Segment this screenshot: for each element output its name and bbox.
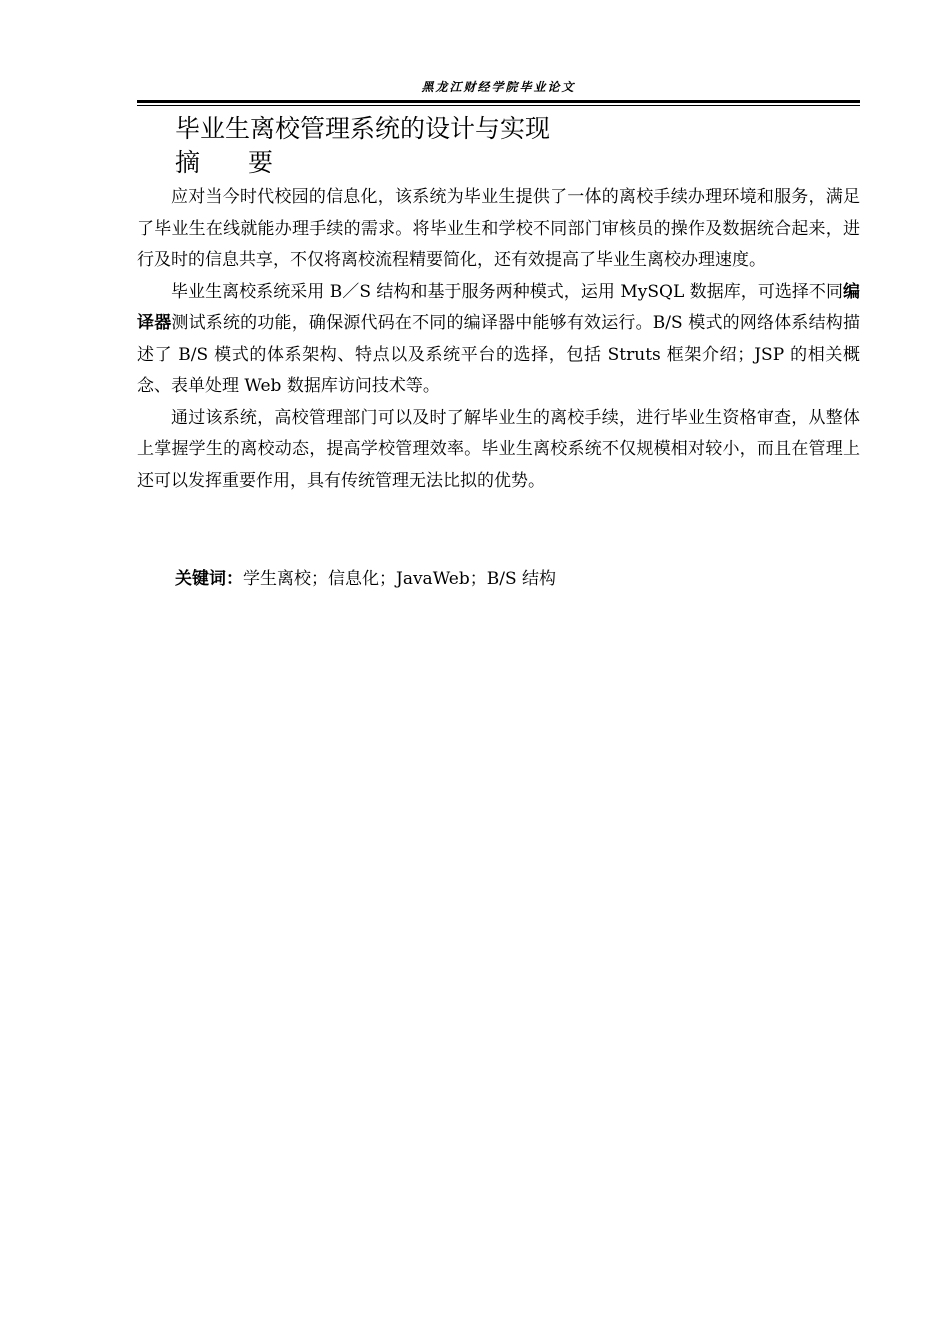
abstract-paragraph-3: 通过该系统，高校管理部门可以及时了解毕业生的离校手续，进行毕业生资格审查，从整体上掌握学生的离校动态，提高学校管理效率。毕业生离校系统不仅规模相对较小，而且在管理上还可以发挥重要作用，具有传统管理无法比拟的优势。 (137, 407, 860, 491)
abstract-heading: 摘要 (175, 148, 322, 177)
paragraph-2-emphasis-term: 编译器 (137, 281, 860, 333)
header-rule-thin (137, 105, 860, 106)
header-rule-thick (137, 100, 860, 103)
abstract-paragraph-1: 应对当今时代校园的信息化，该系统为毕业生提供了一体的离校手续办理环境和服务，满足了毕业生在线就能办理手续的需求。将毕业生和学校不同部门审核员的操作及数据统合起来，进行及时的信息共享，不仅将离校流程精要简化，还有效提高了毕业生离校办理速度。 (137, 187, 860, 270)
paragraph-2-text-after: 测试系统的功能，确保源代码在不同的编译器中能够有效运行。B/S 模式的网络体系结构描述了 B/S 模式的体系架构、特点以及系统平台的选择，包括 Struts 框架介绍；JSP 的相关概念、表单处理 Web 数据库访问技术等。 (137, 313, 860, 396)
keywords-label: 关键词： (175, 569, 243, 589)
abstract-body (137, 182, 860, 497)
abstract-paragraph-2 (137, 277, 860, 403)
document-title: 毕业生离校管理系统的设计与实现 (175, 114, 551, 143)
paragraph-2-text-before: 毕业生离校系统采用 B／S 结构和基于服务两种模式，运用 MySQL 数据库，可选择不同 (171, 281, 843, 302)
keywords-value: 学生离校；信息化；JavaWeb；B/S 结构 (243, 569, 556, 589)
running-header: 黑龙江财经学院毕业论文 (421, 80, 576, 94)
keywords-line (175, 564, 556, 594)
